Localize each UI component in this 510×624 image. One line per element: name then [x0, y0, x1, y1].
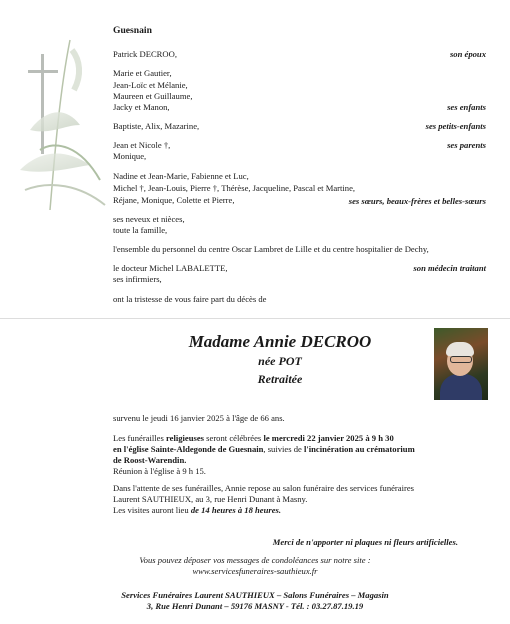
deceased-name: Madame Annie DECROO	[188, 332, 372, 351]
flowers-note: Merci de n'apporter ni plaques ni fleurs artificielles.	[272, 537, 458, 547]
wake-line-3: Les visites auront lieu de 14 heures à 18 heures.	[113, 505, 282, 515]
relation-role: ses petits-enfants	[425, 121, 486, 131]
wake-line-2: Laurent SAUTHIEUX, au 3, rue Henri Dunant à Masny.	[113, 494, 308, 504]
divider	[0, 318, 510, 319]
relation-name: le docteur Michel LABALETTE,	[113, 263, 228, 273]
relation-name: Nadine et Jean-Marie, Fabienne et Luc,	[113, 171, 249, 181]
relation-name: Jacky et Manon,	[113, 102, 170, 112]
funeral-line-2: en l'église Sainte-Aldegonde de Guesnain, suivies de l'incinération au crématorium	[113, 444, 415, 454]
relation-role: ses enfants	[447, 102, 486, 112]
relation-name: Maureen et Guillaume,	[113, 91, 193, 101]
funeral-line-3: de Roost-Warendin.	[113, 455, 187, 465]
relation-name: Monique,	[113, 151, 147, 161]
footer-line-1: Services Funéraires Laurent SAUTHIEUX – Salons Funéraires – Magasin	[121, 590, 389, 600]
relation-name: Patrick DECROO,	[113, 49, 177, 59]
announcement-line: ont la tristesse de vous faire part du décès de	[113, 294, 267, 304]
relation-name: ses infirmiers,	[113, 274, 162, 284]
relation-role: ses parents	[447, 140, 486, 150]
cross-lily-icon	[10, 30, 110, 220]
funeral-line-4: Réunion à l'église à 9 h 15.	[113, 466, 206, 476]
deceased-status: Retraitée	[257, 372, 303, 386]
relation-name: l'ensemble du personnel du centre Oscar Lambret de Lille et du centre hospitalier de Dechy,	[113, 244, 429, 254]
funeral-line-1: Les funérailles religieuses seront célébrées le mercredi 22 janvier 2025 à 9 h 30	[113, 433, 394, 443]
condolences-line-1: Vous pouvez déposer vos messages de condoléances sur notre site :	[139, 555, 371, 565]
family-name: Guesnain	[113, 25, 152, 36]
relation-name: toute la famille,	[113, 225, 168, 235]
relation-name: Marie et Gautier,	[113, 68, 172, 78]
portrait-photo	[434, 328, 488, 400]
death-line: survenu le jeudi 16 janvier 2025 à l'âge de 66 ans.	[113, 413, 285, 423]
relation-role: ses sœurs, beaux-frères et belles-sœurs	[348, 196, 486, 206]
relation-name: Michel †, Jean-Louis, Pierre †, Thérèse, Jacqueline, Pascal et Martine,	[113, 183, 356, 193]
footer-line-2: 3, Rue Henri Dunant – 59176 MASNY - Tél. : 03.27.87.19.19	[146, 601, 364, 611]
relation-name: Jean et Nicole †,	[113, 140, 171, 150]
deceased-maiden-name: née POT	[258, 354, 302, 368]
relation-role: son époux	[449, 49, 486, 59]
relation-name: ses neveux et nièces,	[113, 214, 185, 224]
wake-line-1: Dans l'attente de ses funérailles, Annie repose au salon funéraire des services funéraires	[113, 483, 415, 493]
relation-name: Baptiste, Alix, Mazarine,	[113, 121, 200, 131]
relation-role: son médecin traitant	[413, 263, 486, 273]
relation-name: Jean-Loïc et Mélanie,	[113, 80, 188, 90]
condolences-url: www.servicesfuneraires-sauthieux.fr	[192, 566, 318, 576]
relation-name: Réjane, Monique, Colette et Pierre,	[113, 195, 235, 205]
